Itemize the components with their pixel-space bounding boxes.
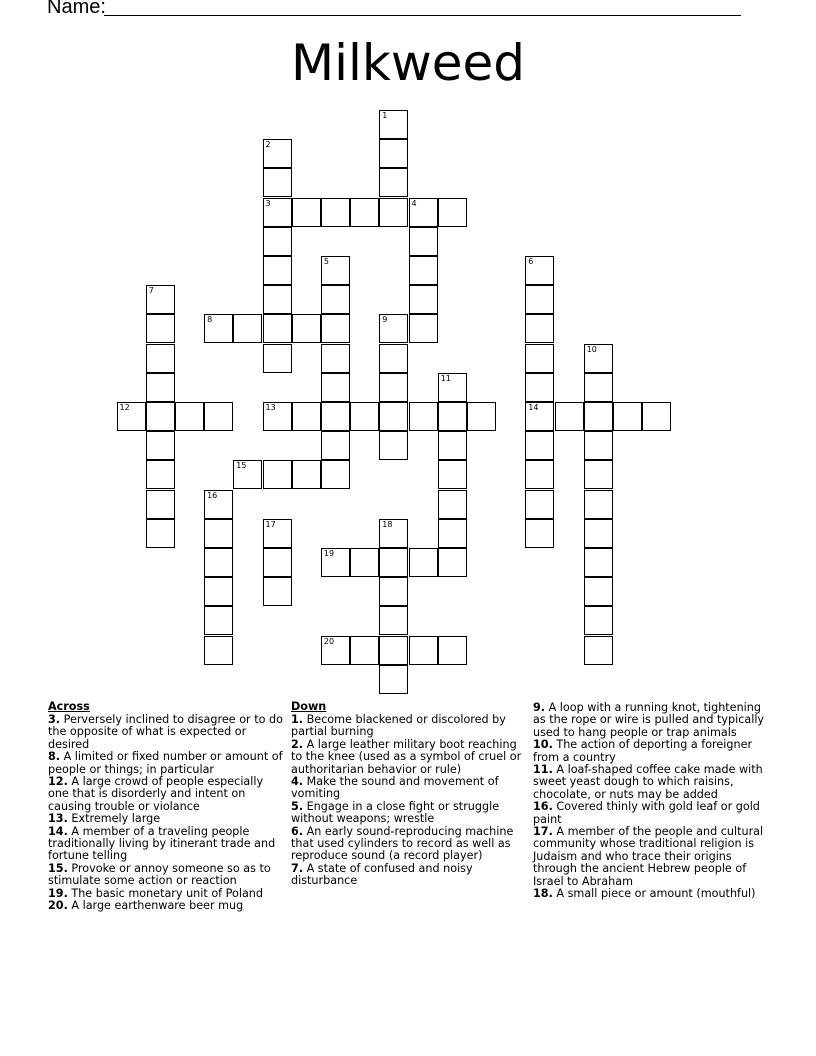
clue-number: 8 xyxy=(207,315,213,325)
grid-cell[interactable] xyxy=(379,577,408,606)
grid-cell[interactable] xyxy=(204,606,233,635)
clue-text: A large crowd of people especially one that is disorderly and intent on causing trouble or violance xyxy=(48,775,264,813)
clue-item xyxy=(533,826,771,888)
grid-cell[interactable] xyxy=(204,636,233,665)
grid-cell[interactable] xyxy=(263,577,292,606)
grid-cell[interactable] xyxy=(350,198,379,227)
clue-item xyxy=(291,776,529,801)
clue-number: 19 xyxy=(323,549,335,558)
clue-num: 9. xyxy=(533,701,546,714)
grid-cell[interactable] xyxy=(409,227,438,256)
clue-item xyxy=(533,888,771,900)
grid-cell[interactable] xyxy=(584,636,613,665)
grid-cell[interactable] xyxy=(263,344,292,373)
grid-cell[interactable] xyxy=(525,373,554,402)
down-clues-continued xyxy=(533,702,771,901)
grid-cell[interactable] xyxy=(438,373,467,402)
grid-cell[interactable] xyxy=(350,636,379,665)
clue-text: A loop with a running knot, tightening as the rope or wire is pulled and typically used to hang people or trap animals xyxy=(533,701,765,739)
grid-cell[interactable] xyxy=(409,198,438,227)
grid-cell[interactable] xyxy=(379,110,408,139)
grid-cell[interactable] xyxy=(642,402,671,431)
clue-num: 20. xyxy=(48,899,68,913)
grid-cell[interactable] xyxy=(525,402,554,431)
clue-num: 12. xyxy=(48,775,68,789)
clue-text: Engage in a close fight or struggle without weapons; wrestle xyxy=(291,799,500,826)
clue-num: 13. xyxy=(48,812,68,826)
grid-cell[interactable] xyxy=(263,198,292,227)
grid-cell[interactable] xyxy=(584,548,613,577)
clue-item xyxy=(48,776,286,813)
grid-cell[interactable] xyxy=(263,519,292,548)
grid-cell[interactable] xyxy=(292,460,321,489)
clue-item xyxy=(291,714,529,739)
clue-num: 17. xyxy=(533,825,553,839)
grid-cell[interactable] xyxy=(584,373,613,402)
clue-number: 11 xyxy=(440,373,451,383)
clue-num: 16. xyxy=(533,800,553,814)
grid-cell[interactable] xyxy=(321,431,350,460)
grid-cell[interactable] xyxy=(379,198,408,227)
clue-num: 14. xyxy=(48,824,68,838)
clue-item xyxy=(48,714,286,751)
clue-text: Covered thinly with gold leaf or gold paint xyxy=(533,800,760,826)
clue-text: Extremely large xyxy=(67,812,161,826)
clue-text: Provoke or annoy someone so as to stimulate some action or reaction xyxy=(48,861,271,888)
grid-cell[interactable] xyxy=(321,256,350,285)
grid-cell[interactable] xyxy=(555,402,584,431)
clue-item xyxy=(48,900,286,912)
clue-text: Perversely inclined to disagree or to do the opposite of what is expected or desired xyxy=(48,713,283,751)
clue-number: 1 xyxy=(382,111,388,120)
clue-number: 5 xyxy=(323,257,329,266)
grid-cell[interactable] xyxy=(584,606,613,635)
grid-cell[interactable] xyxy=(525,431,554,460)
clue-num: 11. xyxy=(533,763,553,777)
grid-cell[interactable] xyxy=(379,168,408,197)
grid-cell[interactable] xyxy=(233,314,262,343)
grid-cell[interactable] xyxy=(117,402,146,431)
grid-cell[interactable] xyxy=(379,402,408,431)
grid-cell[interactable] xyxy=(584,402,613,431)
grid-cell[interactable] xyxy=(321,636,350,665)
clue-num: 5. xyxy=(291,799,304,813)
clue-num: 4. xyxy=(291,775,304,789)
grid-cell[interactable] xyxy=(438,519,467,548)
grid-cell[interactable] xyxy=(175,402,204,431)
clue-item xyxy=(533,801,771,826)
grid-cell[interactable] xyxy=(321,460,350,489)
grid-cell[interactable] xyxy=(409,548,438,577)
grid-cell[interactable] xyxy=(233,460,262,489)
clue-num: 15. xyxy=(48,861,68,875)
clue-item xyxy=(533,739,771,764)
grid-cell[interactable] xyxy=(321,548,350,577)
grid-cell[interactable] xyxy=(321,402,350,431)
grid-cell[interactable] xyxy=(263,227,292,256)
grid-cell[interactable] xyxy=(263,402,292,431)
grid-cell[interactable] xyxy=(379,431,408,460)
grid-cell[interactable] xyxy=(292,402,321,431)
grid-cell[interactable] xyxy=(350,402,379,431)
clue-number: 4 xyxy=(411,198,417,208)
grid-cell[interactable] xyxy=(525,314,554,343)
clue-num: 1. xyxy=(291,713,304,726)
clue-number: 18 xyxy=(382,519,393,529)
clue-text: A large leather military boot reaching to the knee (used as a symbol of cruel or authoritarian behavior or rule) xyxy=(291,737,522,776)
grid-cell[interactable] xyxy=(263,314,292,343)
clue-text: A limited or fixed number or amount of people or things; in particular xyxy=(48,750,283,776)
grid-cell[interactable] xyxy=(146,314,175,343)
grid-cell[interactable] xyxy=(146,460,175,489)
grid-cell[interactable] xyxy=(438,490,467,519)
clue-text: A member of a traveling people traditionally living by itinerant trade and fortune telling xyxy=(48,824,276,863)
puzzle-title: Milkweed xyxy=(290,34,526,92)
clue-text: The basic monetary unit of Poland xyxy=(67,886,264,900)
grid-cell[interactable] xyxy=(263,548,292,577)
grid-cell[interactable] xyxy=(379,636,408,665)
clue-number: 9 xyxy=(382,315,388,325)
clue-num: 10. xyxy=(533,738,553,752)
grid-cell[interactable] xyxy=(379,139,408,168)
clue-text: A state of confused and noisy disturbance xyxy=(291,861,473,888)
clue-number: 16 xyxy=(207,490,218,500)
grid-cell[interactable] xyxy=(584,344,613,373)
grid-cell[interactable] xyxy=(146,431,175,460)
clue-text: Make the sound and movement of vomiting xyxy=(291,775,499,801)
clue-number: 2 xyxy=(265,140,271,150)
clue-item xyxy=(48,826,286,863)
grid-cell[interactable] xyxy=(292,198,321,227)
grid-cell[interactable] xyxy=(321,344,350,373)
grid-cell[interactable] xyxy=(467,402,496,431)
grid-cell[interactable] xyxy=(204,490,233,519)
grid-cell[interactable] xyxy=(379,548,408,577)
grid-cell[interactable] xyxy=(584,577,613,606)
grid-cell[interactable] xyxy=(379,344,408,373)
grid-cell[interactable] xyxy=(204,314,233,343)
clue-text: The action of deporting a foreigner from a country xyxy=(533,738,753,764)
clue-number: 6 xyxy=(528,257,534,266)
clue-item xyxy=(533,702,771,739)
grid-cell[interactable] xyxy=(613,402,642,431)
grid-cell[interactable] xyxy=(292,314,321,343)
grid-cell[interactable] xyxy=(379,373,408,402)
grid-cell[interactable] xyxy=(409,285,438,314)
grid-cell[interactable] xyxy=(525,460,554,489)
grid-cell[interactable] xyxy=(409,402,438,431)
grid-cell[interactable] xyxy=(525,256,554,285)
grid-cell[interactable] xyxy=(438,431,467,460)
grid-cell[interactable] xyxy=(321,198,350,227)
grid-cell[interactable] xyxy=(321,285,350,314)
clue-number: 10 xyxy=(586,344,597,354)
clue-number: 12 xyxy=(119,403,130,412)
clue-text: A large earthenware beer mug xyxy=(67,899,244,913)
clue-num: 7. xyxy=(291,861,304,875)
grid-cell[interactable] xyxy=(379,519,408,548)
grid-cell[interactable] xyxy=(146,519,175,548)
across-heading: Across xyxy=(48,700,90,713)
clue-item xyxy=(48,863,286,888)
clue-text: An early sound-reproducing machine that used cylinders to record as well as reproduce sound (a record player) xyxy=(291,824,514,863)
grid-cell[interactable] xyxy=(263,168,292,197)
grid-cell[interactable] xyxy=(379,314,408,343)
clue-item xyxy=(291,826,529,863)
clue-text: A loaf-shaped coffee cake made with sweet yeast dough to which raisins, chocolate, or nuts may be added xyxy=(533,763,763,801)
clue-text: A member of the people and cultural community whose traditional religion is Judaism and who trace their origins through the ancient Hebrew people of Israel to Abraham xyxy=(533,825,764,888)
clue-text: Become blackened or discolored by partial burning xyxy=(291,713,506,739)
clue-num: 3. xyxy=(48,713,61,726)
grid-cell[interactable] xyxy=(204,577,233,606)
grid-cell[interactable] xyxy=(146,402,175,431)
clue-num: 8. xyxy=(48,750,61,764)
clue-text: A small piece or amount (mouthful) xyxy=(552,887,756,901)
grid-cell[interactable] xyxy=(146,373,175,402)
clue-number: 3 xyxy=(265,198,271,208)
grid-cell[interactable] xyxy=(204,519,233,548)
clue-item xyxy=(48,751,286,776)
grid-cell[interactable] xyxy=(263,256,292,285)
grid-cell[interactable] xyxy=(438,198,467,227)
grid-cell[interactable] xyxy=(525,519,554,548)
grid-cell[interactable] xyxy=(438,636,467,665)
grid-cell[interactable] xyxy=(263,285,292,314)
grid-cell[interactable] xyxy=(584,431,613,460)
clue-number: 17 xyxy=(265,519,276,529)
grid-cell[interactable] xyxy=(321,373,350,402)
grid-cell[interactable] xyxy=(438,460,467,489)
grid-cell[interactable] xyxy=(146,344,175,373)
grid-cell[interactable] xyxy=(409,636,438,665)
clue-number: 20 xyxy=(323,636,335,646)
grid-cell[interactable] xyxy=(146,285,175,314)
clue-item xyxy=(291,863,529,888)
grid-cell[interactable] xyxy=(438,548,467,577)
grid-cell[interactable] xyxy=(525,490,554,519)
clue-item xyxy=(533,764,771,801)
clue-number: 13 xyxy=(265,403,276,412)
grid-cell[interactable] xyxy=(409,314,438,343)
across-clues xyxy=(48,700,286,913)
grid-cell[interactable] xyxy=(409,256,438,285)
clue-num: 6. xyxy=(291,824,304,838)
grid-cell[interactable] xyxy=(584,490,613,519)
grid-cell[interactable] xyxy=(263,139,292,168)
grid-cell[interactable] xyxy=(204,402,233,431)
grid-cell[interactable] xyxy=(584,460,613,489)
clue-num: 19. xyxy=(48,886,68,900)
name-label: Name: xyxy=(47,0,106,18)
grid-cell[interactable] xyxy=(263,460,292,489)
grid-cell[interactable] xyxy=(350,548,379,577)
grid-cell[interactable] xyxy=(204,548,233,577)
clue-number: 7 xyxy=(148,286,154,296)
clue-number: 15 xyxy=(236,461,247,471)
grid-cell[interactable] xyxy=(584,519,613,548)
grid-cell[interactable] xyxy=(525,344,554,373)
clue-num: 2. xyxy=(291,737,304,751)
clue-num: 18. xyxy=(533,887,553,901)
down-clues xyxy=(291,700,529,888)
grid-cell[interactable] xyxy=(438,402,467,431)
grid-cell[interactable] xyxy=(379,665,408,694)
down-heading: Down xyxy=(291,700,327,713)
grid-cell[interactable] xyxy=(379,606,408,635)
grid-cell[interactable] xyxy=(525,285,554,314)
clue-item xyxy=(291,739,529,776)
clue-number: 14 xyxy=(528,403,539,412)
clue-item xyxy=(291,801,529,826)
grid-cell[interactable] xyxy=(146,490,175,519)
grid-cell[interactable] xyxy=(321,314,350,343)
